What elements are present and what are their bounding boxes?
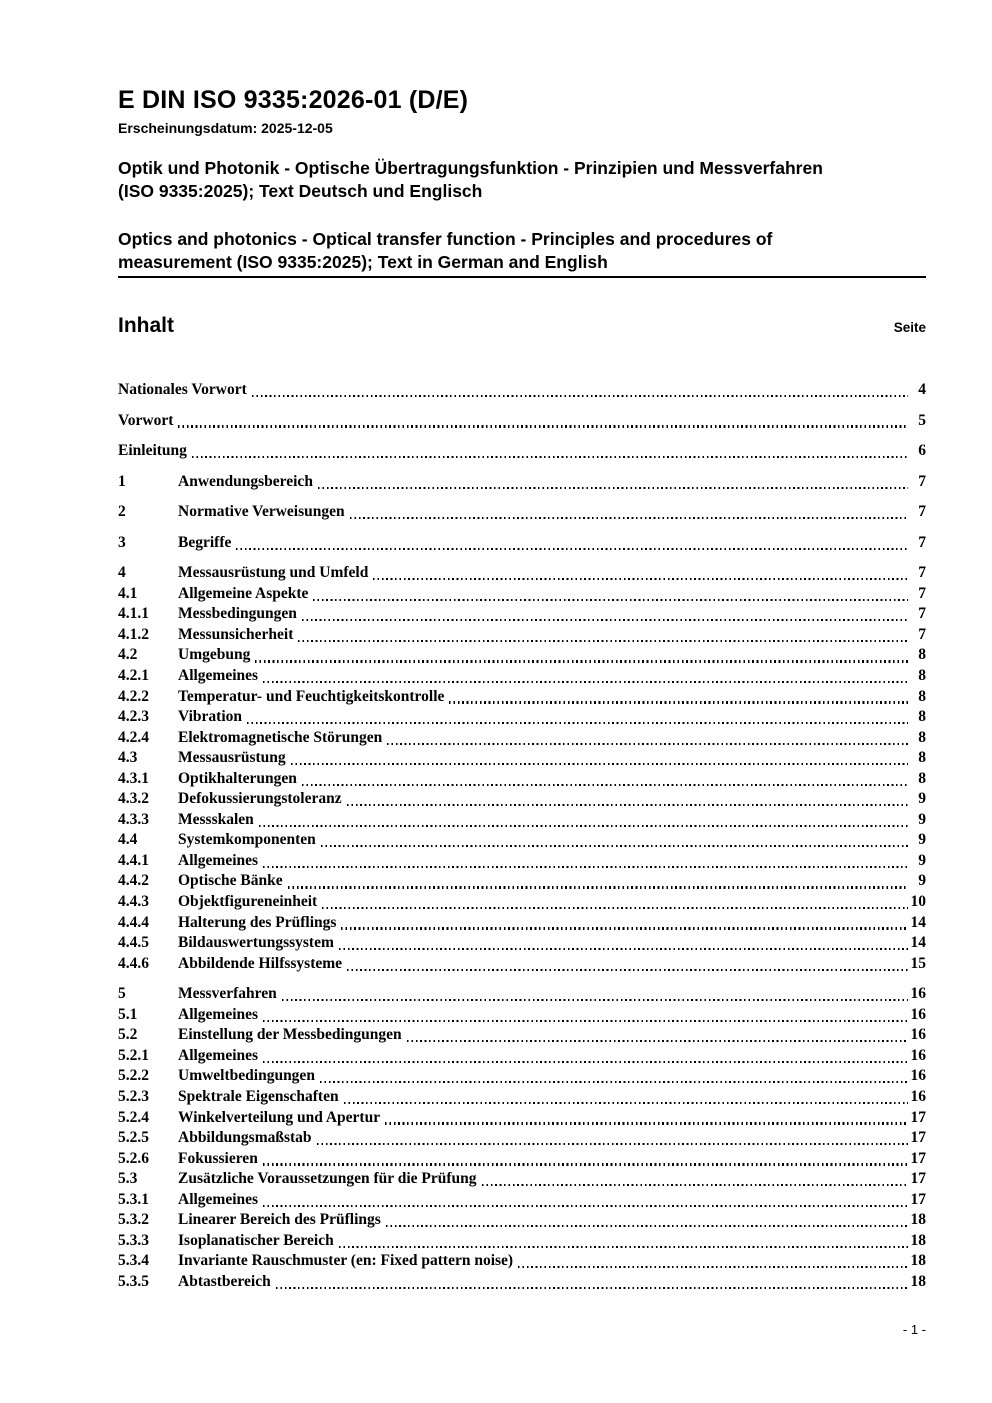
toc-entry-number: 4.4.6 [118,954,149,972]
toc-entry-title: Messausrüstung und Umfeld [178,564,369,582]
toc-entry-number: 4.4.1 [118,851,149,869]
toc-entry-page: 8 [918,667,926,685]
toc-entry-page: 8 [918,769,926,787]
toc-leader-dots [263,1163,908,1165]
toc-entry-page: 9 [918,831,926,849]
toc-entry-title: Normative Verweisungen [178,503,345,521]
toc-entry-page: 10 [910,893,926,911]
toc-entry-number: 2 [118,503,126,521]
toc-leader-dots [247,722,908,724]
toc-row [118,913,926,934]
toc-leader-dots [178,425,908,427]
toc-entry-title: Vibration [178,708,243,726]
toc-leader-dots [282,999,908,1001]
toc-row [118,954,926,975]
toc-entry-page: 7 [918,584,926,602]
toc-entry-page: 16 [910,1005,926,1023]
toc-entry-page: 18 [910,1272,926,1290]
toc-list [118,370,926,1292]
toc-leader-dots [192,456,908,458]
toc-entry-number: 4.1 [118,584,138,602]
toc-row [118,441,926,462]
title-german-line1: Optik und Photonik - Optische Übertragungsfunktion - Prinzipien und Messverfahren [118,158,823,178]
toc-row [118,1046,926,1067]
toc-entry-page: 7 [918,503,926,521]
toc-entry-number: 5.3.5 [118,1272,149,1290]
toc-leader-dots [263,1061,908,1063]
toc-row [118,533,926,554]
toc-row [118,666,926,687]
toc-entry-page: 16 [910,985,926,1003]
toc-entry-title: Optische Bänke [178,872,283,890]
toc-entry-title: Allgemeines [178,1190,259,1208]
toc-entry-title: Allgemeines [178,851,259,869]
toc-leader-dots [302,784,908,786]
toc-row [118,789,926,810]
toc-entry-title: Messverfahren [178,985,277,1003]
toc-entry-number: 5.2.6 [118,1149,149,1167]
toc-entry-title: Messausrüstung [178,749,286,767]
toc-entry-number: 4.3.2 [118,790,149,808]
toc-entry-number: 5.3 [118,1170,138,1188]
toc-entry-page: 16 [910,1087,926,1105]
toc-entry-title: Winkelverteilung und Apertur [178,1108,381,1126]
toc-entry-page: 16 [910,1046,926,1064]
toc-row [118,810,926,831]
toc-entry-title: Bildauswertungssystem [178,934,334,952]
toc-entry-number: 5.2.3 [118,1087,149,1105]
toc-entry-page: 15 [910,954,926,972]
toc-row [118,1169,926,1190]
toc-entry-title: Einstellung der Messbedingungen [178,1026,402,1044]
toc-entry-title: Begriffe [178,533,232,551]
toc-entry-title: Spektrale Eigenschaften [178,1087,339,1105]
toc-entry-page: 17 [910,1149,926,1167]
toc-entry-number: 4.2.1 [118,667,149,685]
toc-leader-dots [347,969,908,971]
toc-page-column-label: Seite [893,320,926,335]
toc-entry-number: 5.2.2 [118,1067,149,1085]
toc-row [118,563,926,584]
toc-entry-number: 1 [118,472,126,490]
toc-row [118,1231,926,1252]
toc-leader-dots [322,907,908,909]
toc-row [118,1066,926,1087]
toc-entry-number: 4.2.4 [118,728,149,746]
toc-entry-number: 5.2.1 [118,1046,149,1064]
toc-entry-page: 7 [918,605,926,623]
toc-entry-page: 9 [918,810,926,828]
toc-leader-dots [236,548,908,550]
toc-row [118,1190,926,1211]
toc-entry-title: Allgemeines [178,667,259,685]
toc-entry-page: 16 [910,1026,926,1044]
toc-leader-dots [320,1081,908,1083]
toc-leader-dots [313,599,908,601]
toc-entry-number: 4.4.3 [118,893,149,911]
toc-leader-dots [387,743,908,745]
toc-entry-number: 4.1.2 [118,625,149,643]
toc-row [118,748,926,769]
toc-entry-title: Allgemeines [178,1005,259,1023]
toc-entry-title: Linearer Bereich des Prüflings [178,1211,381,1229]
toc-entry-title: Messbedingungen [178,605,297,623]
toc-entry-page: 7 [918,625,926,643]
toc-leader-dots [298,640,908,642]
toc-leader-dots [339,948,908,950]
toc-entry-title: Invariante Rauschmuster (en: Fixed pattern noise) [178,1252,514,1270]
toc-leader-dots [385,1122,908,1124]
publication-date: Erscheinungsdatum: 2025-12-05 [118,120,333,136]
toc-row [118,984,926,1005]
toc-row [118,584,926,605]
toc-row [118,1025,926,1046]
toc-entry-page: 14 [910,934,926,952]
toc-entry-title: Umweltbedingungen [178,1067,315,1085]
toc-entry-page: 8 [918,708,926,726]
toc-entry-number: 5.3.1 [118,1190,149,1208]
toc-row [118,851,926,872]
toc-row [118,769,926,790]
toc-entry-page: 6 [918,442,926,460]
document-number: E DIN ISO 9335:2026-01 (D/E) [118,86,469,114]
toc-entry-number: 4.4.2 [118,872,149,890]
toc-leader-dots [263,681,908,683]
toc-entry-page: 17 [910,1108,926,1126]
toc-row [118,1087,926,1108]
toc-row [118,687,926,708]
toc-entry-page: 9 [918,790,926,808]
toc-leader-dots [255,660,908,662]
toc-row [118,1149,926,1170]
toc-entry-number: 5.2.5 [118,1129,149,1147]
toc-entry-number: 5.2 [118,1026,138,1044]
toc-entry-number: 4.3.3 [118,810,149,828]
toc-entry-number: 5.2.4 [118,1108,149,1126]
toc-leader-dots [263,1020,908,1022]
toc-entry-page: 7 [918,472,926,490]
toc-entry-number: 4.3.1 [118,769,149,787]
toc-entry-title: Elektromagnetische Störungen [178,728,383,746]
toc-entry-number: 4.2.3 [118,708,149,726]
toc-leader-dots [318,487,908,489]
toc-row [118,892,926,913]
toc-entry-title: Abtastbereich [178,1272,271,1290]
page-number-indicator: - 1 - [902,1322,926,1337]
toc-entry-title: Abbildungsmaßstab [178,1129,312,1147]
toc-entry-page: 16 [910,1067,926,1085]
toc-entry-title: Umgebung [178,646,251,664]
toc-entry-title: Fokussieren [178,1149,258,1167]
toc-entry-number: 5.3.3 [118,1231,149,1249]
toc-row [118,728,926,749]
toc-leader-dots [259,825,908,827]
toc-row [118,933,926,954]
toc-leader-dots [321,845,908,847]
toc-leader-dots [449,701,908,703]
toc-entry-title: Objektfigureneinheit [178,893,318,911]
toc-entry-number: 5.3.2 [118,1211,149,1229]
toc-entry-title: Zusätzliche Voraussetzungen für die Prüfung [178,1170,477,1188]
toc-entry-page: 9 [918,872,926,890]
toc-entry-page: 8 [918,749,926,767]
toc-entry-number: 5 [118,985,126,1003]
toc-entry-number: 4.2 [118,646,138,664]
toc-row [118,472,926,493]
toc-row [118,502,926,523]
toc-leader-dots [341,927,908,929]
toc-entry-title: Temperatur- und Feuchtigkeitskontrolle [178,687,445,705]
toc-row [118,707,926,728]
toc-entry-number: 4 [118,564,126,582]
toc-entry-title: Halterung des Prüflings [178,913,337,931]
toc-entry-title: Messskalen [178,810,254,828]
toc-leader-dots [482,1184,908,1186]
toc-entry-page: 5 [918,411,926,429]
toc-entry-page: 17 [910,1170,926,1188]
toc-leader-dots [339,1246,908,1248]
toc-entry-page: 4 [918,381,926,398]
toc-entry-page: 17 [910,1129,926,1147]
toc-row [118,1128,926,1149]
toc-leader-dots [263,866,908,868]
toc-entry-page: 18 [910,1231,926,1249]
toc-entry-number: 4.3 [118,749,138,767]
toc-entry-page: 18 [910,1211,926,1229]
title-german [118,157,926,203]
toc-leader-dots [350,517,908,519]
toc-leader-dots [407,1040,908,1042]
toc-entry-title: Isoplanatischer Bereich [178,1231,334,1249]
toc-entry-title: Allgemeines [178,1046,259,1064]
toc-entry-page: 8 [918,646,926,664]
toc-row [118,1272,926,1293]
toc-leader-dots [317,1143,908,1145]
toc-row [118,411,926,432]
toc-leader-dots [291,763,908,765]
toc-leader-dots [518,1266,908,1268]
toc-entry-page: 14 [910,913,926,931]
toc-leader-dots [386,1225,908,1227]
toc-row [118,380,926,401]
toc-row [118,604,926,625]
toc-row [118,1108,926,1129]
toc-entry-title: Defokussierungstoleranz [178,790,342,808]
toc-entry-title: Optikhalterungen [178,769,297,787]
toc-leader-dots [347,804,908,806]
toc-entry-page: 17 [910,1190,926,1208]
toc-leader-dots [252,395,908,397]
toc-leader-dots [276,1287,908,1289]
toc-row [118,1251,926,1272]
title-english [118,228,926,278]
toc-entry-number: 5.3.4 [118,1252,149,1270]
toc-entry-title: Nationales Vorwort [118,381,247,398]
title-english-line2: measurement (ISO 9335:2025); Text in German and English [118,251,608,272]
toc-leader-dots [288,886,908,888]
toc-row [118,871,926,892]
toc-leader-dots [302,619,908,621]
toc-row [118,1005,926,1026]
toc-entry-title: Systemkomponenten [178,831,316,849]
toc-leader-dots [373,578,908,580]
toc-entry-number: 4.4.4 [118,913,149,931]
toc-row [118,625,926,646]
toc-entry-title: Einleitung [118,442,187,460]
toc-entry-number: 4.1.1 [118,605,149,623]
toc-leader-dots [344,1102,908,1104]
toc-entry-page: 7 [918,533,926,551]
toc-entry-title: Abbildende Hilfssysteme [178,954,343,972]
toc-entry-page: 9 [918,851,926,869]
toc-entry-title: Messunsicherheit [178,625,294,643]
toc-entry-title: Allgemeine Aspekte [178,584,309,602]
toc-row [118,645,926,666]
toc-entry-title: Vorwort [118,411,174,429]
toc-leader-dots [263,1205,908,1207]
toc-entry-number: 3 [118,533,126,551]
toc-row [118,830,926,851]
toc-entry-number: 5.1 [118,1005,138,1023]
toc-entry-page: 7 [918,564,926,582]
title-german-line2: (ISO 9335:2025); Text Deutsch und Englisch [118,181,483,201]
toc-row [118,1210,926,1231]
toc-entry-number: 4.4 [118,831,138,849]
toc-header [118,314,926,338]
toc-entry-number: 4.2.2 [118,687,149,705]
toc-heading: Inhalt [118,314,174,337]
toc-entry-page: 8 [918,728,926,746]
toc-entry-title: Anwendungsbereich [178,472,313,490]
toc-entry-page: 18 [910,1252,926,1270]
toc-entry-page: 8 [918,687,926,705]
title-english-line1: Optics and photonics - Optical transfer function - Principles and procedures of [118,229,773,249]
toc-entry-number: 4.4.5 [118,934,149,952]
